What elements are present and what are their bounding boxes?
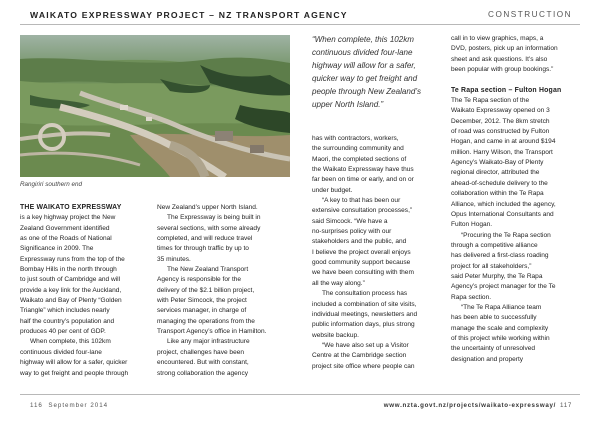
text-line: far been on time or early, and on or — [312, 176, 414, 184]
page-number-right: 117 — [560, 402, 572, 409]
project-url[interactable]: www.nzta.govt.nz/projects/waikato-expressway/ — [383, 402, 557, 409]
text-line: call in to view graphics, maps, a — [451, 35, 544, 42]
text-line: upper North Island.” — [312, 99, 384, 109]
text-line: Agency is responsible for the — [157, 276, 242, 284]
text-line: Like any major infrastructure — [167, 338, 250, 346]
text-line: people through New Zealand’s — [312, 86, 422, 96]
text-line: Centre at the Cambridge section — [312, 352, 407, 360]
text-line: extensive consultation processes,” — [312, 207, 413, 215]
text-line: project site office where people can — [312, 362, 415, 370]
page-header — [0, 0, 600, 26]
text-line: has delivered a first-class roading — [451, 252, 549, 260]
text-line: The New Zealand Transport — [167, 266, 249, 274]
text-line: collaboration within the Te Rapa — [451, 190, 544, 198]
paragraph — [157, 213, 291, 265]
paragraph — [451, 303, 583, 365]
text-line: continuous divided four-lane — [312, 47, 413, 57]
footer-left — [30, 402, 108, 409]
text-line: Alliance, which included the agency, — [451, 200, 556, 208]
text-line: has with contractors, workers, — [312, 135, 399, 142]
photo-caption: Rangiriri southern end — [20, 181, 82, 188]
text-line: website backup. — [312, 331, 359, 339]
text-line: of road was constructed by Fulton — [451, 128, 550, 136]
text-line: services manager, in charge of — [157, 307, 247, 315]
text-line: said Peter Murphy, the Te Rapa — [451, 272, 543, 280]
text-line: continuous divided four-lane — [20, 348, 102, 356]
text-line: The Te Rapa section of the — [451, 97, 530, 105]
text-line: said Simcock. “We have a — [312, 217, 388, 225]
paragraph — [451, 34, 583, 75]
text-line: project for all stakeholders,” — [451, 262, 532, 270]
text-line: delivery of the $2.1 billion project, — [157, 286, 255, 294]
text-line: way to get freight and people through — [20, 369, 129, 377]
article-column-1 — [20, 203, 148, 379]
text-line: Triangle” which includes nearly — [20, 307, 110, 315]
text-line: Opus International Consultants and — [451, 210, 554, 218]
text-line: “Procuring the Te Rapa section — [461, 231, 551, 239]
paragraph — [312, 341, 443, 372]
text-line: I believe the project overall enjoys — [312, 248, 411, 256]
text-line: Hogan, and came in at around $194 — [451, 138, 556, 146]
text-line: DVD, posters, pick up an information — [451, 45, 558, 53]
text-line: the surrounding community and — [312, 145, 404, 153]
text-line: manage the scale and complexity — [451, 324, 549, 332]
text-line: “When complete, this 102km — [312, 35, 414, 44]
issue-date: September 2014 — [48, 402, 109, 409]
text-line: of this project while working within — [451, 334, 550, 342]
paragraph — [157, 203, 291, 213]
text-line: Rapa section. — [451, 293, 492, 301]
text-line: to just south of Cambridge and will — [20, 276, 121, 284]
text-line: the uncertainty of unresolved — [451, 345, 536, 353]
text-line: produces 40 per cent of GDP. — [20, 328, 106, 336]
text-line: Fulton Hogan. — [451, 221, 493, 229]
text-line: has been able to successfully — [451, 314, 537, 322]
text-line: regional director, attributed the — [451, 169, 540, 177]
text-line: project, challenges have been — [157, 348, 244, 356]
text-line: million. Harry Wilson, the Transport — [451, 148, 553, 156]
text-line: no-surprises policy with our — [312, 228, 392, 236]
text-line: good community support because — [312, 259, 411, 267]
aerial-photo — [20, 35, 290, 177]
article-column-2 — [157, 203, 291, 379]
text-line: highway will allow for a safer, quicker — [20, 359, 128, 367]
text-line: Significance in 2009. The — [20, 245, 94, 253]
text-line: designation and property — [451, 355, 524, 363]
footer-divider — [20, 394, 580, 395]
text-line: public information days, plus strong — [312, 321, 415, 329]
section-label: CONSTRUCTION — [488, 10, 572, 19]
text-line: 35 minutes. — [157, 255, 191, 263]
text-line: highway will allow for a safer, — [312, 60, 416, 70]
publication-title: WAIKATO EXPRESSWAY PROJECT – NZ TRANSPORT AGENCY — [30, 10, 348, 20]
text-line: individual meetings, newsletters and — [312, 310, 418, 318]
text-line: Waikato and Bay of Plenty “Golden — [20, 297, 122, 305]
text-line: ahead-of-schedule delivery to the — [451, 179, 548, 187]
text-line: Agency’s project manager for the Te — [451, 283, 556, 291]
text-line: The Expressway is being built in — [167, 214, 261, 222]
text-line: Transport Agency’s office in Hamilton. — [157, 328, 267, 336]
text-line: the Waikato Expressway have thus — [312, 166, 414, 174]
paragraph — [312, 196, 443, 289]
paragraph — [157, 337, 291, 378]
text-line: Expressway runs from the top of the — [20, 255, 125, 263]
text-line: half the country’s population and — [20, 317, 115, 325]
text-line: with Peter Simcock, the project — [157, 297, 247, 305]
text-line: Waikato Expressway opened on 3 — [451, 107, 550, 115]
text-line: managing the operations from the — [157, 317, 255, 325]
text-line: Agency’s Waikato-Bay of Plenty — [451, 159, 544, 167]
text-line: Maori, the completed sections of — [312, 155, 407, 163]
text-line: Bombay Hills in the north through — [20, 266, 117, 274]
text-line: The consultation process has — [322, 290, 408, 298]
page-number-left: 116 — [30, 402, 43, 409]
text-line: New Zealand’s upper North Island. — [157, 204, 258, 211]
paragraph — [312, 289, 443, 341]
paragraph — [451, 96, 583, 230]
footer-right — [384, 402, 572, 409]
section-heading: Te Rapa section – Fulton Hogan — [451, 86, 562, 94]
paragraph — [20, 337, 148, 378]
intro-paragraph — [20, 213, 148, 337]
text-line: “The Te Rapa Alliance team — [461, 303, 542, 311]
paragraph — [312, 134, 443, 196]
article-column-3 — [312, 134, 443, 372]
text-line: stakeholders and the public, and — [312, 238, 407, 246]
text-line: Zealand Government identified — [20, 224, 110, 232]
paragraph — [451, 231, 583, 303]
text-line: been popular with group bookings.” — [451, 66, 554, 74]
text-line: several sections, with some already — [157, 224, 261, 232]
text-line: December, 2012. The 8km stretch — [451, 117, 550, 125]
text-line: strong collaboration the agency — [157, 369, 248, 377]
text-line: quicker way to get freight and — [312, 73, 418, 83]
text-line: completed, and will reduce travel — [157, 235, 253, 243]
article-heading: THE WAIKATO EXPRESSWAY — [20, 204, 122, 211]
text-line: under budget. — [312, 186, 353, 194]
pull-quote — [312, 34, 443, 111]
text-line: we have been consulting with them — [312, 269, 414, 277]
text-line: “A key to that has been our — [322, 197, 401, 205]
text-line: times for through traffic by up to — [157, 245, 249, 253]
text-line: sheet and ask questions. It’s also — [451, 55, 548, 63]
text-line: as one of the Roads of National — [20, 235, 112, 243]
text-line: encountered. But with constant, — [157, 359, 249, 367]
text-line: through a competitive alliance — [451, 241, 538, 249]
page-footer — [0, 394, 600, 424]
text-line: included a combination of site visits, — [312, 300, 417, 308]
text-line: is a key highway project the New — [20, 214, 116, 222]
text-line: provide a key link for the Auckland, — [20, 286, 122, 294]
text-line: “We have also set up a Visitor — [322, 341, 409, 349]
text-line: When complete, this 102km — [30, 338, 111, 346]
text-line: all the way along.” — [312, 279, 365, 287]
article-column-4 — [451, 34, 583, 365]
header-divider — [20, 24, 580, 25]
paragraph — [157, 265, 291, 337]
